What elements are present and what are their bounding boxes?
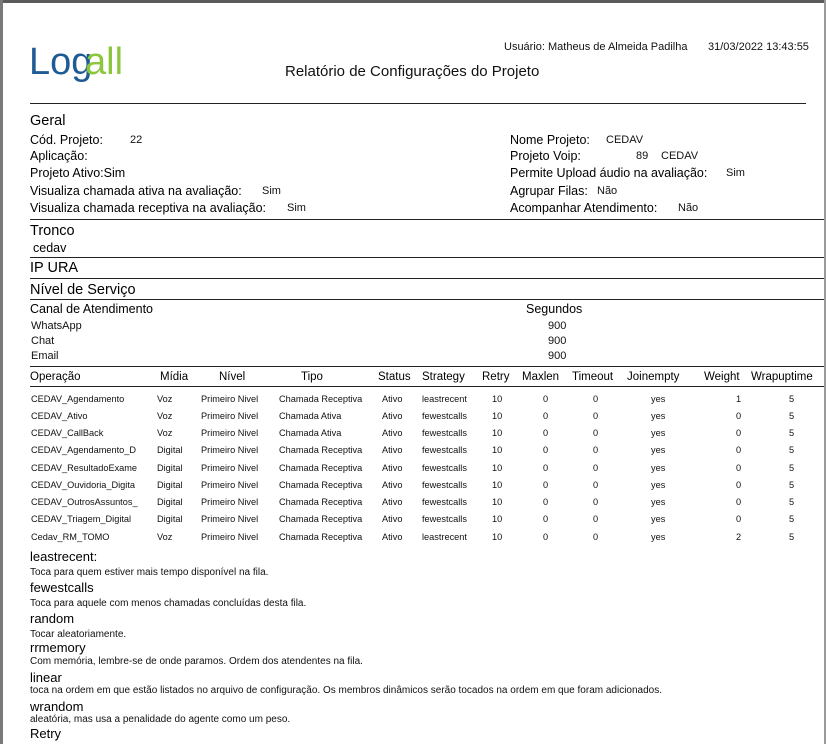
cell-weight: 0 (736, 497, 742, 507)
acompanhar-label: Acompanhar Atendimento: (510, 201, 658, 215)
cell-operacao: CEDAV_Agendamento_D (31, 445, 137, 455)
window-left-border (0, 0, 3, 744)
cell-tipo: Chamada Receptiva (279, 445, 363, 455)
cell-strategy: fewestcalls (422, 411, 467, 421)
nivel-servico-divider (30, 299, 824, 300)
cell-wrapuptime: 5 (789, 497, 795, 507)
cell-joinempty: yes (651, 394, 666, 404)
cell-retry: 10 (492, 532, 503, 542)
aplicacao-label: Aplicação: (30, 149, 88, 163)
strategy-title: fewestcalls (30, 580, 94, 595)
cell-timeout: 0 (593, 514, 599, 524)
report-title: Relatório de Configurações do Projeto (285, 63, 540, 80)
segundos-cell: 900 (548, 350, 567, 362)
cell-strategy: fewestcalls (422, 480, 467, 490)
cell-nivel: Primeiro Nivel (201, 480, 259, 490)
column-header-tipo: Tipo (301, 371, 323, 383)
cell-maxlen: 0 (543, 428, 549, 438)
nome-projeto-value: CEDAV (606, 134, 644, 146)
cell-status: Ativo (382, 445, 403, 455)
cell-wrapuptime: 5 (789, 480, 795, 490)
canal-cell: Chat (31, 335, 55, 347)
column-header-midia: Mídia (160, 371, 189, 383)
column-header-strategy: Strategy (422, 371, 465, 383)
column-header-maxlen: Maxlen (522, 371, 560, 383)
strategy-description: Toca para aquele com menos chamadas concluídas desta fila. (30, 598, 307, 609)
cell-midia: Voz (157, 411, 173, 421)
projeto-voip-label: Projeto Voip: (510, 149, 581, 163)
tronco-value: cedav (33, 241, 67, 255)
cell-status: Ativo (382, 463, 403, 473)
segundos-header: Segundos (526, 302, 583, 316)
cell-wrapuptime: 5 (789, 532, 795, 542)
cell-wrapuptime: 5 (789, 445, 795, 455)
column-header-status: Status (378, 371, 411, 383)
visualiza-receptiva-value: Sim (287, 202, 306, 214)
projeto-voip-number: 89 (636, 150, 649, 162)
cell-joinempty: yes (651, 480, 666, 490)
cell-wrapuptime: 5 (789, 411, 795, 421)
cell-tipo: Chamada Receptiva (279, 480, 363, 490)
cell-maxlen: 0 (543, 411, 549, 421)
cell-timeout: 0 (593, 480, 599, 490)
cell-tipo: Chamada Ativa (279, 428, 342, 438)
cell-status: Ativo (382, 497, 403, 507)
strategy-title: linear (30, 670, 62, 685)
cell-midia: Digital (157, 445, 183, 455)
strategy-title: leastrecent: (30, 549, 98, 564)
section-geral-title: Geral (30, 113, 66, 129)
cell-timeout: 0 (593, 497, 599, 507)
cell-operacao: CEDAV_Ativo (31, 411, 88, 421)
strategy-description: toca na ordem em que estão listados no arquivo de configuração. Os membros dinâmicos serão tocados na ordem em que foram adicionados. (30, 685, 663, 696)
cell-strategy: fewestcalls (422, 497, 467, 507)
cell-timeout: 0 (593, 445, 599, 455)
cell-operacao: Cedav_RM_TOMO (31, 532, 110, 542)
operacoes-header-divider (30, 386, 824, 387)
cell-timeout: 0 (593, 532, 599, 542)
visualiza-receptiva-label: Visualiza chamada receptiva na avaliação: (30, 201, 267, 215)
cell-tipo: Chamada Receptiva (279, 514, 363, 524)
cell-status: Ativo (382, 394, 403, 404)
agrupar-filas-value: Não (597, 185, 618, 197)
cell-joinempty: yes (651, 514, 666, 524)
cell-weight: 0 (736, 463, 742, 473)
cell-nivel: Primeiro Nivel (201, 445, 259, 455)
cell-maxlen: 0 (543, 394, 549, 404)
cell-joinempty: yes (651, 445, 666, 455)
strategy-title: wrandom (30, 699, 84, 714)
strategy-description: Tocar aleatoriamente. (30, 629, 127, 640)
cell-nivel: Primeiro Nivel (201, 411, 259, 421)
strategy-title: rrmemory (30, 640, 86, 655)
cell-weight: 0 (736, 480, 742, 490)
cell-nivel: Primeiro Nivel (201, 532, 259, 542)
cell-joinempty: yes (651, 532, 666, 542)
cell-status: Ativo (382, 514, 403, 524)
cell-retry: 10 (492, 394, 503, 404)
cell-midia: Voz (157, 532, 173, 542)
tronco-divider (30, 257, 824, 258)
cell-retry: 10 (492, 480, 503, 490)
cell-operacao: CEDAV_Agendamento (31, 394, 125, 404)
cell-operacao: CEDAV_Ouvidoria_Digita (31, 480, 135, 490)
cell-status: Ativo (382, 480, 403, 490)
nivel-rows-divider (30, 366, 824, 367)
cell-tipo: Chamada Receptiva (279, 532, 363, 542)
cell-maxlen: 0 (543, 514, 549, 524)
cell-maxlen: 0 (543, 445, 549, 455)
cell-tipo: Chamada Receptiva (279, 497, 363, 507)
visualiza-ativa-value: Sim (262, 185, 281, 197)
cell-strategy: fewestcalls (422, 514, 467, 524)
cell-midia: Digital (157, 463, 183, 473)
upload-value: Sim (726, 167, 745, 179)
strategy-title: random (30, 611, 75, 626)
cell-nivel: Primeiro Nivel (201, 394, 259, 404)
cell-operacao: CEDAV_Triagem_Digital (31, 514, 132, 524)
cell-weight: 0 (736, 514, 742, 524)
strategy-description: Com memória, lembre-se de onde paramos. Ordem dos atendentes na fila. (30, 656, 363, 667)
header-divider (30, 103, 806, 104)
cell-tipo: Chamada Receptiva (279, 394, 363, 404)
section-nivel-servico-title: Nível de Serviço (30, 282, 136, 298)
strategy-title: Retry (30, 726, 62, 741)
segundos-cell: 900 (548, 320, 567, 332)
cell-joinempty: yes (651, 497, 666, 507)
cell-midia: Digital (157, 480, 183, 490)
cell-timeout: 0 (593, 394, 599, 404)
cell-wrapuptime: 5 (789, 394, 795, 404)
ip-ura-divider (30, 278, 824, 279)
cell-retry: 10 (492, 514, 503, 524)
cell-joinempty: yes (651, 463, 666, 473)
cell-wrapuptime: 5 (789, 514, 795, 524)
canal-cell: WhatsApp (31, 320, 82, 332)
cell-maxlen: 0 (543, 532, 549, 542)
cell-retry: 10 (492, 428, 503, 438)
cell-midia: Voz (157, 428, 173, 438)
cell-strategy: fewestcalls (422, 463, 467, 473)
cell-wrapuptime: 5 (789, 428, 795, 438)
cell-midia: Digital (157, 514, 183, 524)
cell-maxlen: 0 (543, 480, 549, 490)
cell-nivel: Primeiro Nivel (201, 428, 259, 438)
segundos-cell: 900 (548, 335, 567, 347)
strategy-description: Toca para quem estiver mais tempo disponível na fila. (30, 567, 269, 578)
report-datetime: 31/03/2022 13:43:55 (708, 41, 809, 53)
upload-label: Permite Upload áudio na avaliação: (510, 166, 708, 180)
geral-divider (30, 219, 824, 220)
cell-weight: 2 (736, 532, 742, 542)
cell-weight: 0 (736, 411, 742, 421)
cell-weight: 1 (736, 394, 742, 404)
cell-maxlen: 0 (543, 497, 549, 507)
cell-weight: 0 (736, 428, 742, 438)
column-header-retry: Retry (482, 371, 510, 383)
cell-strategy: fewestcalls (422, 445, 467, 455)
cell-timeout: 0 (593, 463, 599, 473)
window-top-border (0, 0, 826, 3)
cod-projeto-value: 22 (130, 134, 143, 146)
acompanhar-value: Não (678, 202, 699, 214)
logo-text-right: all (85, 41, 124, 83)
cell-retry: 10 (492, 497, 503, 507)
column-header-wrapuptime: Wrapuptime (751, 371, 813, 383)
canal-cell: Email (31, 350, 59, 362)
cell-tipo: Chamada Ativa (279, 411, 342, 421)
nome-projeto-label: Nome Projeto: (510, 133, 590, 147)
report-user: Usuário: Matheus de Almeida Padilha (504, 41, 688, 53)
cell-nivel: Primeiro Nivel (201, 514, 259, 524)
cell-timeout: 0 (593, 428, 599, 438)
column-header-nivel: Nível (219, 371, 246, 383)
cod-projeto-label: Cód. Projeto: (30, 133, 103, 147)
cell-operacao: CEDAV_ResultadoExame (31, 463, 138, 473)
cell-weight: 0 (736, 445, 742, 455)
cell-timeout: 0 (593, 411, 599, 421)
cell-status: Ativo (382, 428, 403, 438)
cell-status: Ativo (382, 532, 403, 542)
agrupar-filas-label: Agrupar Filas: (510, 184, 588, 198)
cell-nivel: Primeiro Nivel (201, 463, 259, 473)
logo-text-left: Log (29, 41, 93, 83)
cell-strategy: leastrecent (422, 532, 467, 542)
column-header-operacao: Operação (30, 371, 81, 383)
cell-operacao: CEDAV_CallBack (31, 428, 104, 438)
cell-strategy: leastrecent (422, 394, 467, 404)
cell-retry: 10 (492, 463, 503, 473)
section-ip-ura-title: IP URA (30, 260, 79, 276)
strategy-description: aleatória, mas usa a penalidade do agente como um peso. (30, 714, 291, 725)
cell-maxlen: 0 (543, 463, 549, 473)
cell-midia: Voz (157, 394, 173, 404)
visualiza-ativa-label: Visualiza chamada ativa na avaliação: (30, 184, 242, 198)
cell-retry: 10 (492, 445, 503, 455)
cell-retry: 10 (492, 411, 503, 421)
cell-nivel: Primeiro Nivel (201, 497, 259, 507)
canal-header: Canal de Atendimento (30, 302, 154, 316)
cell-tipo: Chamada Receptiva (279, 463, 363, 473)
cell-midia: Digital (157, 497, 183, 507)
projeto-ativo: Projeto Ativo:Sim (30, 166, 126, 180)
cell-wrapuptime: 5 (789, 463, 795, 473)
logall-logo (29, 34, 139, 94)
column-header-timeout: Timeout (572, 371, 614, 383)
section-tronco-title: Tronco (30, 223, 75, 239)
cell-joinempty: yes (651, 428, 666, 438)
projeto-voip-value: CEDAV (661, 150, 699, 162)
cell-joinempty: yes (651, 411, 666, 421)
column-header-joinempty: Joinempty (627, 371, 680, 383)
column-header-weight: Weight (704, 371, 740, 383)
cell-operacao: CEDAV_OutrosAssuntos_ (31, 497, 138, 507)
cell-strategy: fewestcalls (422, 428, 467, 438)
cell-status: Ativo (382, 411, 403, 421)
